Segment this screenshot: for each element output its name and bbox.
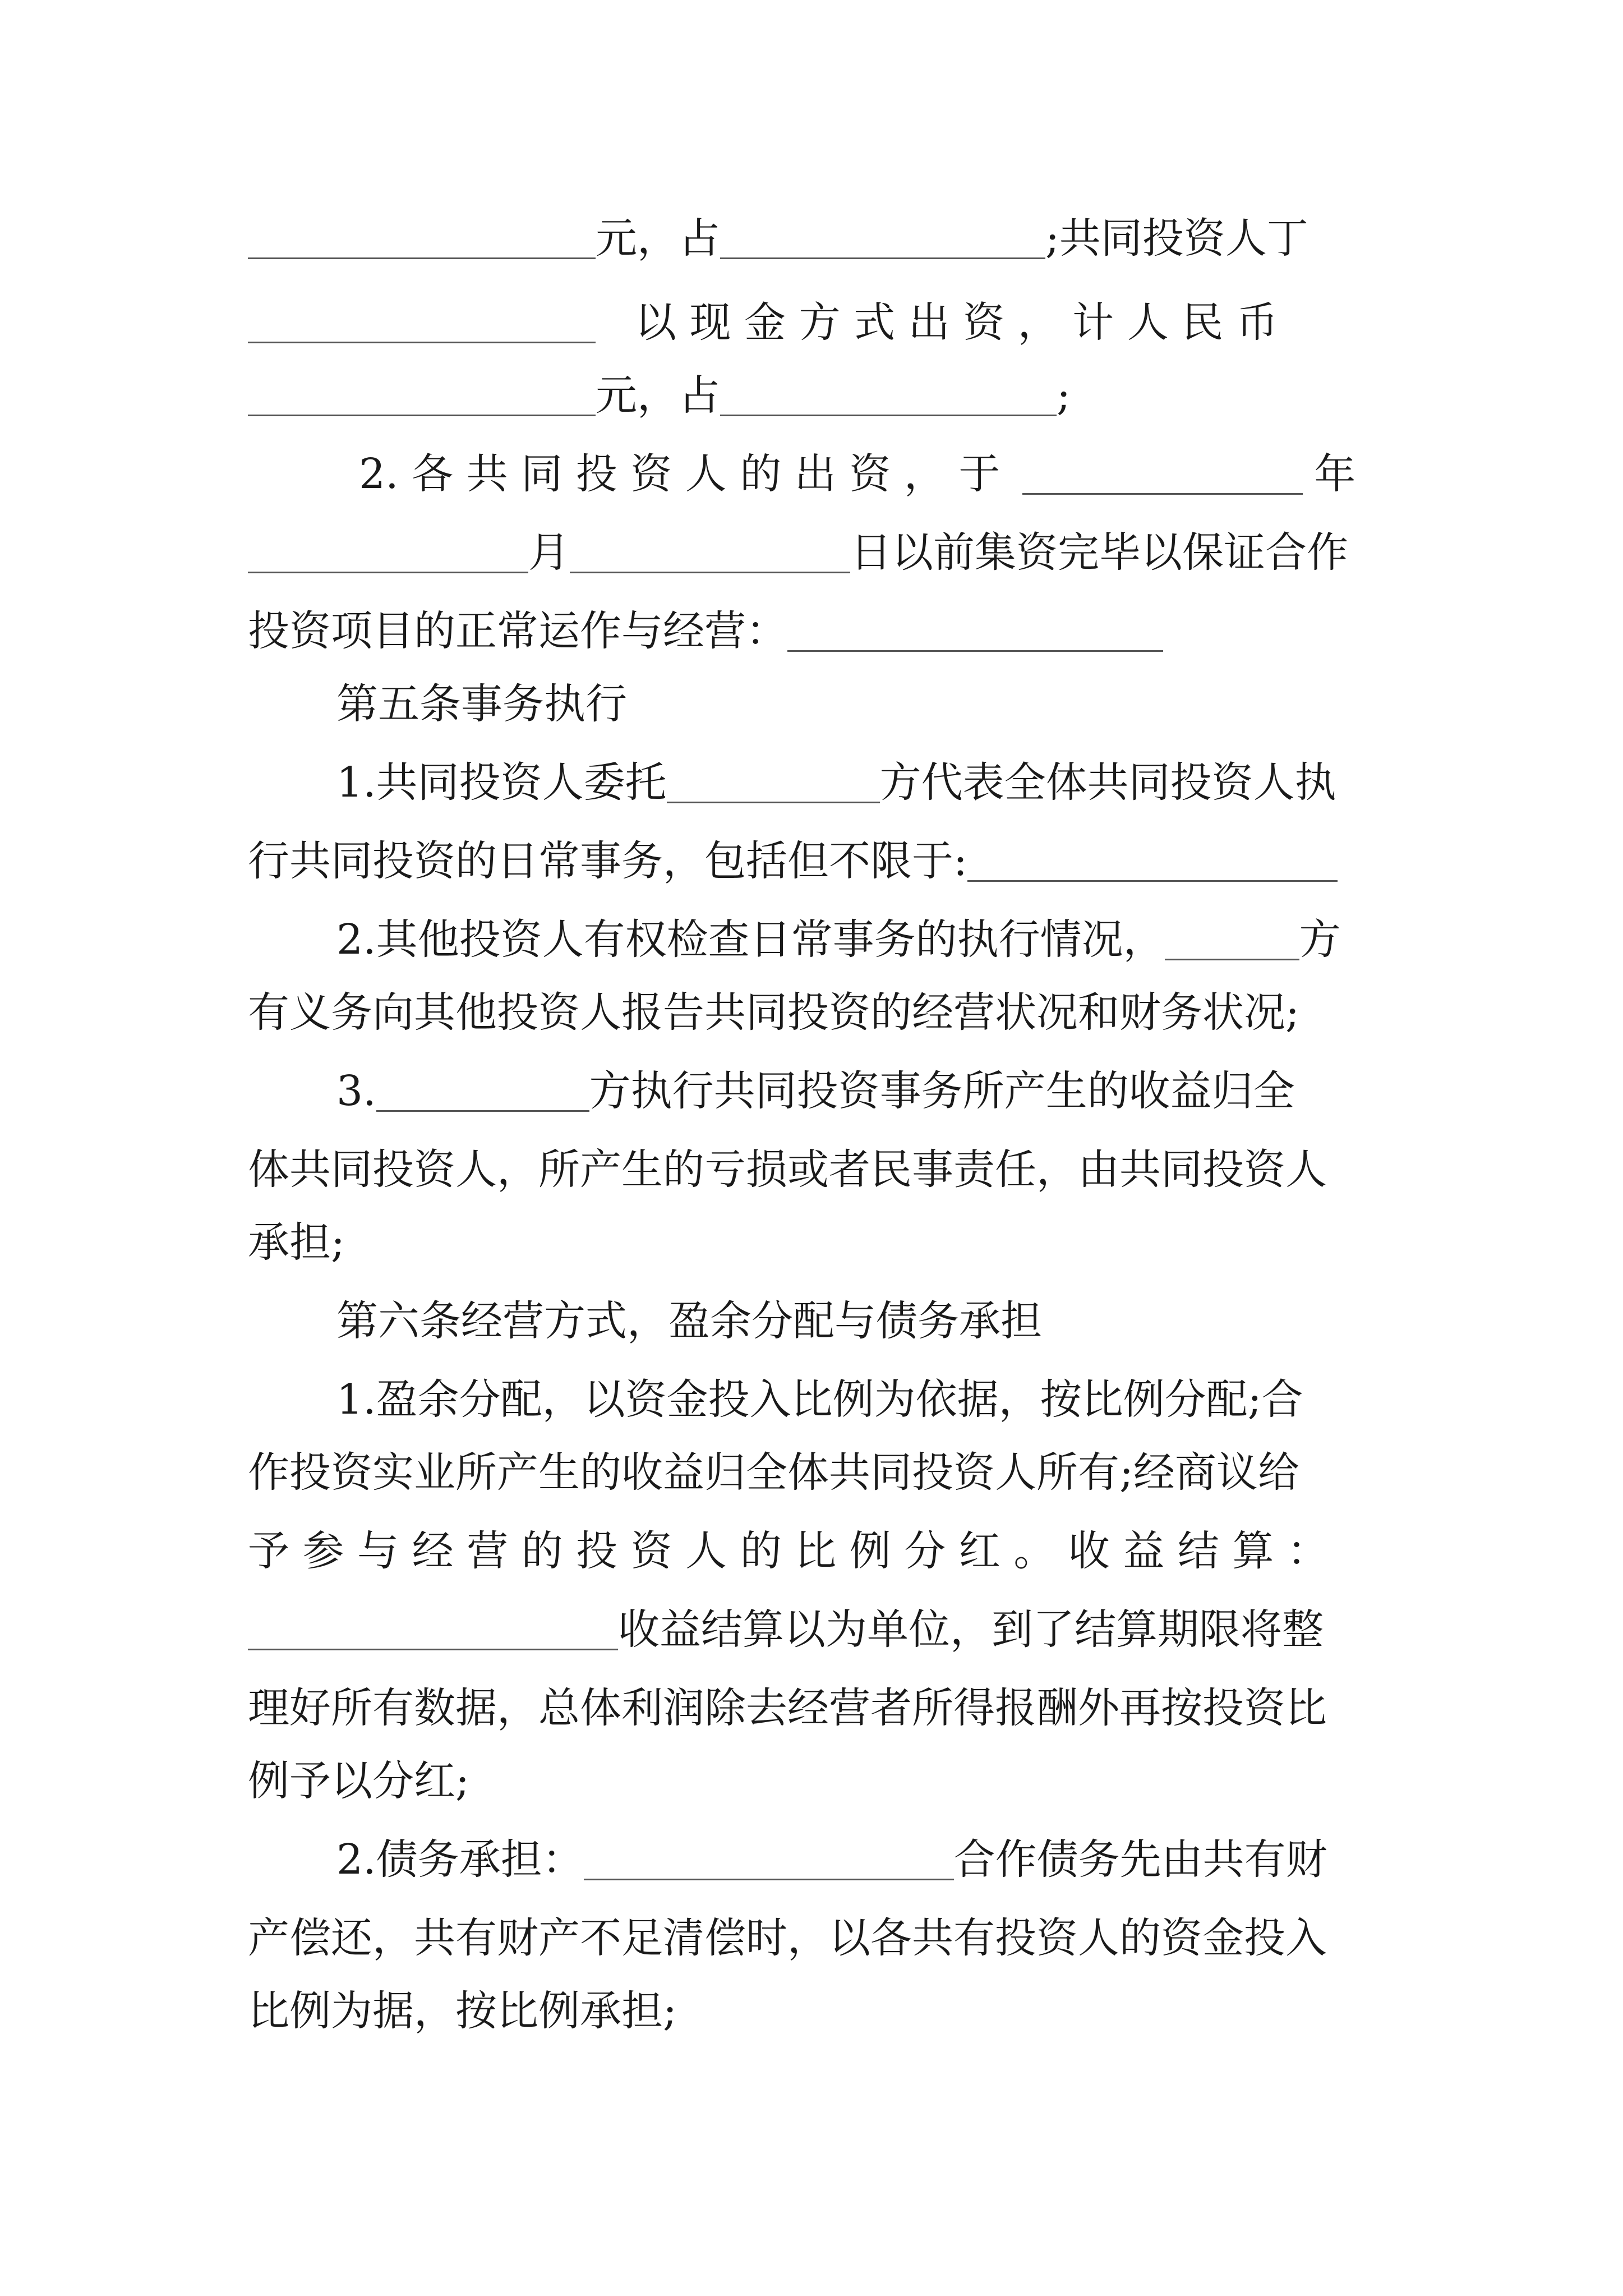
fill-blank <box>720 213 1045 259</box>
text-segment: 比例为据，按比例承担; <box>248 1987 677 2035</box>
text-segment: 以 现 金 方 式 出 资 ， 计 人 民 币 <box>635 298 1278 347</box>
text-segment: 予 参 与 经 营 的 投 资 人 的 比 例 分 红 。 收 益 结 算 ： <box>248 1527 1329 1575</box>
text-segment: 例予以分红; <box>248 1757 469 1805</box>
text-segment: 体共同投资人，所产生的亏损或者民事责任，由共同投资人 <box>248 1145 1327 1194</box>
fill-blank <box>570 527 850 573</box>
text-segment: 方 <box>1299 915 1341 964</box>
text-segment: 行共同投资的日常事务，包括但不限于: <box>248 837 967 885</box>
text-line-20 <box>248 1677 1392 1739</box>
text-segment: 收益结算以为单位，到了结算期限将整 <box>618 1605 1324 1654</box>
section-heading-6 <box>336 1290 1481 1352</box>
text-line-2 <box>248 292 1392 353</box>
fill-blank <box>248 297 596 343</box>
text-line-18 <box>248 1520 1392 1582</box>
fill-blank <box>787 605 1163 652</box>
fill-blank <box>248 527 528 573</box>
text-line-21 <box>248 1750 1392 1812</box>
text-line-10 <box>336 909 1392 970</box>
text-segment: 年 <box>1314 450 1356 498</box>
text-segment: 有义务向其他投资人报告共同投资的经营状况和财务状况; <box>248 988 1299 1037</box>
text-segment: 第六条经营方式，盈余分配与债务承担 <box>336 1297 1042 1345</box>
text-segment: 2.其他投资人有权检查日常事务的执行情况， <box>336 915 1165 964</box>
text-segment: 1.共同投资人委托 <box>336 758 667 807</box>
text-segment: ;共同投资人丁 <box>1045 214 1308 263</box>
text-segment: 2. 各 共 同 投 资 人 的 出 资 ， 于 <box>359 450 1000 498</box>
text-line-4 <box>359 443 1392 505</box>
text-segment: 2.债务承担： <box>336 1835 584 1884</box>
fill-blank <box>967 835 1338 882</box>
text-segment: 方代表全体共同投资人执 <box>879 758 1336 807</box>
text-segment: 方执行共同投资事务所产生的收益归全 <box>589 1067 1295 1115</box>
text-line-22 <box>336 1829 1392 1890</box>
text-segment: 日以前集资完毕以保证合作 <box>850 528 1348 577</box>
text-segment: ; <box>1057 371 1071 420</box>
text-segment: 1.盈余分配，以资金投入比例为依据，按比例分配;合 <box>336 1375 1303 1424</box>
fill-blank <box>720 370 1057 416</box>
text-line-13 <box>248 1139 1392 1200</box>
text-segment: 作投资实业所产生的收益归全体共同投资人所有;经商议给 <box>248 1448 1299 1497</box>
text-line-11 <box>248 982 1392 1043</box>
text-segment: 合作债务先由共有财 <box>953 1835 1327 1884</box>
text-line-1 <box>248 208 1392 269</box>
text-line-3 <box>248 365 1392 426</box>
text-line-16 <box>336 1369 1481 1430</box>
fill-blank <box>376 1065 589 1112</box>
text-segment: 投资项目的正常运作与经营： <box>248 607 787 655</box>
text-line-23 <box>248 1907 1392 1969</box>
text-segment: 第五条事务执行 <box>336 680 627 728</box>
text-segment: 理好所有数据，总体利润除去经营者所得报酬外再按投资比 <box>248 1684 1327 1732</box>
text-segment: 月 <box>528 528 570 577</box>
fill-blank <box>248 370 596 416</box>
text-line-24 <box>248 1980 1392 2042</box>
fill-blank <box>1165 914 1299 960</box>
text-segment: 元，占 <box>596 214 720 263</box>
text-line-12 <box>336 1060 1392 1122</box>
section-heading-5 <box>336 673 1481 735</box>
fill-blank <box>584 1834 954 1880</box>
text-segment: 3. <box>336 1067 376 1115</box>
fill-blank <box>1022 448 1303 495</box>
text-line-17 <box>248 1442 1392 1503</box>
text-segment: 产偿还，共有财产不足清偿时，以各共有投资人的资金投入 <box>248 1914 1327 1962</box>
text-segment: 承担; <box>248 1218 345 1267</box>
fill-blank <box>248 1604 618 1650</box>
text-segment: 元，占 <box>596 371 720 420</box>
text-line-5 <box>248 522 1392 583</box>
fill-blank <box>248 213 596 259</box>
text-line-6 <box>248 600 1392 662</box>
text-line-19 <box>248 1599 1392 1660</box>
text-line-9 <box>248 830 1392 892</box>
text-line-14 <box>248 1212 1392 1273</box>
fill-blank <box>667 757 880 803</box>
text-line-8 <box>336 752 1392 813</box>
